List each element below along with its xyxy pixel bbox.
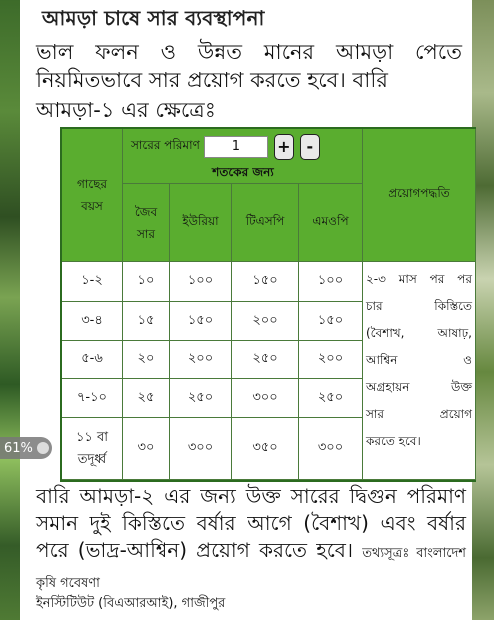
quantity-input[interactable] [204, 136, 268, 158]
method-header: প্রয়োগপদ্ধতি [363, 129, 476, 262]
intro-tail: আমড়া-১ এর ক্ষেত্রেঃ [36, 98, 216, 122]
quantity-label: সারের পরিমাণ [131, 137, 200, 152]
column-header-urea: ইউরিয়া [170, 184, 232, 262]
column-header-tsp: টিএসপি [232, 184, 299, 262]
intro-paragraph: ভাল ফলন ও উন্নত মানের আমড়া পেতে নিয়মিতভাবে সার প্রয়োগ করতে হবে। বারি [36, 40, 462, 92]
outro-paragraph: বারি আমড়া-২ এর জন্য উক্ত সারের দ্বিগুন পরিমাণ সমান দুই কিস্তিতে বর্ষার আগে (বৈশাখ) এবং বর্ষার পরে (ভাদ্র-আশ্বিন) প্রয়োগ করতে হবে। তথ্যসূত্রঃ বাংলাদেশ কৃষি গবেষণা [36, 484, 466, 591]
page-title: আমড়া চাষে সার ব্যবস্থাপনা [42, 6, 265, 30]
zoom-indicator[interactable] [0, 437, 52, 459]
method-text: ২-৩ মাস পর পর চার কিস্তিতে (বৈশাখ, আষাঢ়, আশ্বিন ও অগ্রহায়ন উক্ত সার প্রয়োগ করতে হবে। [366, 272, 472, 448]
article-card [20, 0, 472, 620]
quantity-control [123, 130, 359, 163]
per-decimal-header: শতকের জন্য [212, 164, 274, 179]
column-header-mop: এমওপি [299, 184, 363, 262]
source-citation: তথ্যসূত্রঃ বাংলাদেশ কৃষি গবেষণা [36, 546, 466, 591]
background-photo-left [0, 0, 20, 620]
decrease-button[interactable]: - [300, 134, 320, 160]
increase-button[interactable]: + [274, 134, 294, 160]
zoom-level: 61% [4, 440, 33, 456]
zoom-handle-icon[interactable] [37, 442, 49, 454]
age-header: গাছের বয়স [62, 129, 123, 262]
column-header-organic: জৈব সার [123, 184, 170, 262]
fertilizer-table: গাছের বয়স সারের পরিমাণ 1 + - শতকের জন্য প্রয়োগপদ্ধতি জৈব সার ইউরিয়া টিএসপি এমওপি ১-২ ১০ ১০০ ১৫০ ১০০ ৩-৪ ১৫ ১৫০ ২০০ ১৫০ ৫-৬ ২০ ২০০ ২৫০ ২০০ ৭-১০ ২৫ ২৫০ ৩০০ ২৫০ ১১ বা তদূর্ধ্ব ৩০ ৩০০ ৩৫০ ৩০০ ২-৩ মাস পর পর চার কিস্তিতে (বৈশাখ, আষাঢ়, আশ্বিন ও অগ্রহায়ন উক্ত সার প্রয়োগ করতে হবে। [60, 127, 476, 482]
source-citation-line2: ইনস্টিটিউট (বিএআরআই), গাজীপুর [36, 596, 226, 611]
